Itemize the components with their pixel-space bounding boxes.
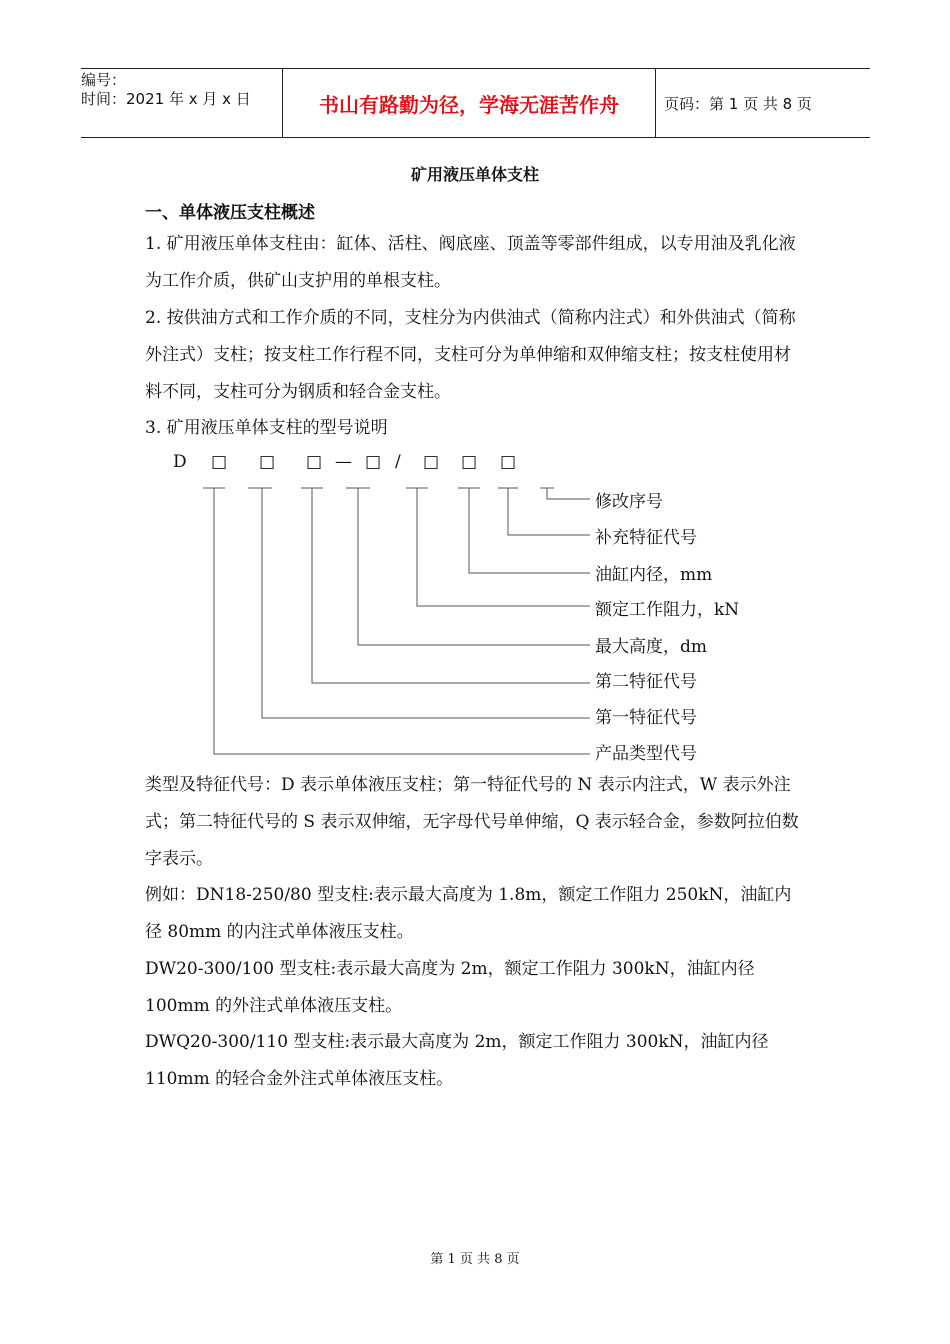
time-label: 时间：2021 年 x 月 x 日 bbox=[81, 90, 251, 108]
code-box-4: □ bbox=[365, 452, 382, 472]
document-title: 矿用液压单体支柱 bbox=[410, 165, 539, 184]
legend-label-8: 产品类型代号 bbox=[595, 744, 697, 764]
code-box-3: □ bbox=[306, 452, 323, 472]
paragraph-3: 3. 矿用液压单体支柱的型号说明 bbox=[145, 418, 388, 438]
paragraph-4: 类型及特征代号：D 表示单体液压支柱；第一特征代号的 N 表示内注式，W 表示外注式；第二特征代号的 S 表示双伸缩，无字母代号单伸缩，Q 表示轻合金，参数阿拉伯数字表示。 bbox=[145, 775, 799, 869]
code-box-5: □ bbox=[423, 452, 440, 472]
header-page-code: 页码：第 1 页 共 8 页 bbox=[664, 94, 812, 113]
number-label: 编号： bbox=[81, 71, 127, 89]
paragraph-1: 1. 矿用液压单体支柱由：缸体、活柱、阀底座、顶盖等零部件组成，以专用油及乳化液为工作介质，供矿山支护用的单根支柱。 bbox=[145, 234, 796, 291]
paragraph-5: 例如：DN18-250/80 型支柱:表示最大高度为 1.8m，额定工作阻力 250kN，油缸内径 80mm 的内注式单体液压支柱。 bbox=[145, 885, 792, 942]
paragraph-6: DW20-300/100 型支柱:表示最大高度为 2m，额定工作阻力 300kN，油缸内径 100mm 的外注式单体液压支柱。 bbox=[145, 959, 755, 1016]
section-heading: 一、单体液压支柱概述 bbox=[145, 203, 315, 223]
legend-label-2: 补充特征代号 bbox=[595, 528, 697, 548]
page-footer: 第 1 页 共 8 页 bbox=[430, 1252, 520, 1267]
code-box-1: □ bbox=[211, 452, 228, 472]
legend-label-7: 第一特征代号 bbox=[595, 708, 697, 728]
legend-label-3: 油缸内径，mm bbox=[595, 565, 713, 585]
header-motto: 书山有路勤为径，学海无涯苦作舟 bbox=[282, 69, 656, 137]
paragraph-2: 2. 按供油方式和工作介质的不同，支柱分为内供油式（简称内注式）和外供油式（简称外注式）支柱；按支柱工作行程不同，支柱可分为单伸缩和双伸缩支柱；按支柱使用材料不同，支柱可分为钢质和轻合金支柱。 bbox=[145, 308, 796, 402]
code-slash: / bbox=[395, 452, 401, 472]
code-dash: — bbox=[335, 452, 352, 472]
legend-label-1: 修改序号 bbox=[595, 492, 663, 512]
code-box-7: □ bbox=[500, 452, 517, 472]
paragraph-7: DWQ20-300/110 型支柱:表示最大高度为 2m，额定工作阻力 300kN，油缸内径 110mm 的轻合金外注式单体液压支柱。 bbox=[145, 1032, 769, 1089]
legend-label-6: 第二特征代号 bbox=[595, 672, 697, 692]
legend-label-4: 额定工作阻力，kN bbox=[595, 600, 740, 620]
code-d: D bbox=[173, 452, 187, 472]
legend-label-5: 最大高度，dm bbox=[595, 637, 708, 657]
code-box-2: □ bbox=[259, 452, 276, 472]
code-box-6: □ bbox=[461, 452, 478, 472]
